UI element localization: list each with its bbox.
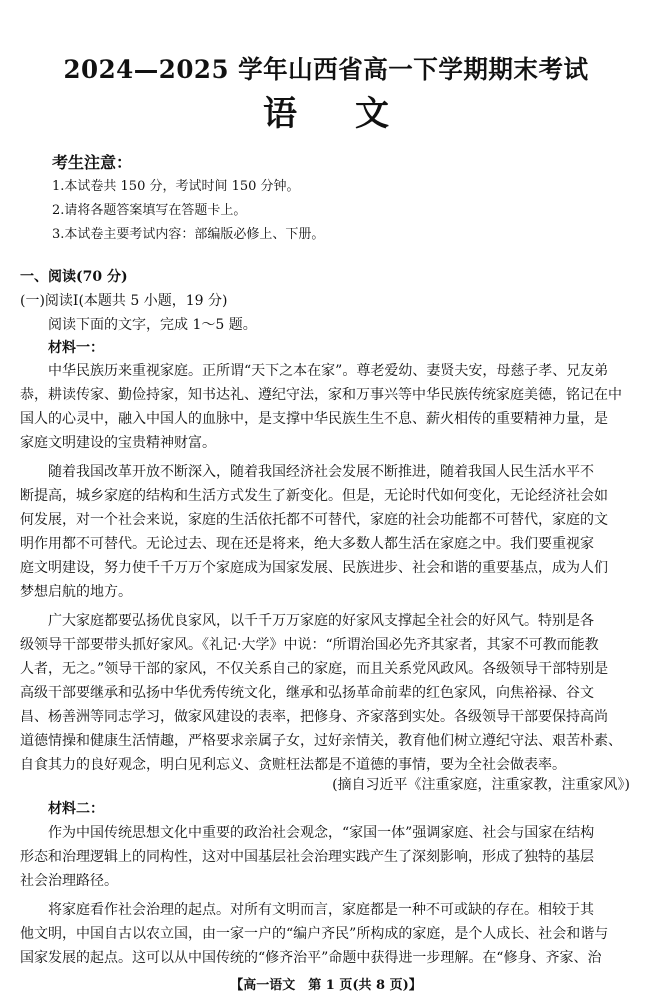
notice-item: 3.本试卷主要考试内容：部编版必修上、下册。 <box>52 227 325 242</box>
text-line: 庭文明建设，努力使千千万万个家庭成为国家发展、民族进步、社会和谐的重要基点，成为人们 <box>20 560 608 576</box>
notice-item: 2.请将各题答案填写在答题卡上。 <box>52 203 247 218</box>
text-line: 何发展，对一个社会来说，家庭的生活依托都不可替代，家庭的社会功能都不可替代，家庭的文 <box>20 512 608 528</box>
text-line: 社会治理路径。 <box>20 873 118 889</box>
text-line: 广大家庭都要弘扬优良家风，以千千万万家庭的好家风支撑起全社会的好风气。特别是各 <box>48 613 594 629</box>
part-title: (一)阅读Ⅰ(本题共 5 小题，19 分) <box>20 293 228 309</box>
subject-title: 语文 <box>263 94 447 134</box>
text-line: 高级干部要继承和弘扬中华优秀传统文化，继承和弘扬革命前辈的红色家风，向焦裕禄、谷文 <box>20 685 594 701</box>
instruction-text: 阅读下面的文字，完成 1～5 题。 <box>48 317 257 333</box>
text-line: 国家发展的起点。这可以从中国传统的“修齐治平”命题中获得进一步理解。在“修身、齐家、治 <box>20 950 602 966</box>
notice-item: 1.本试卷共 150 分，考试时间 150 分钟。 <box>52 179 300 194</box>
text-line: 作为中国传统思想文化中重要的政治社会观念，“家国一体”强调家庭、社会与国家在结构 <box>48 825 595 841</box>
text-line: 家庭文明建设的宝贵精神财富。 <box>20 435 216 451</box>
text-line: 道德情操和健康生活情趣，严格要求亲属子女，过好亲情关，教育他们树立遵纪守法、艰苦朴素、 <box>20 733 622 749</box>
section-title: 一、阅读(70 分) <box>20 269 128 285</box>
text-line: 中华民族历来重视家庭。正所谓“天下之本在家”。尊老爱幼、妻贤夫安，母慈子孝、兄友弟 <box>48 363 609 379</box>
text-line: 恭，耕读传家、勤俭持家，知书达礼、遵纪守法，家和万事兴等中华民族传统家庭美德，铭记在中 <box>20 387 622 403</box>
exam-title: 2024—2025 学年山西省高一下学期期末考试 <box>63 55 589 84</box>
text-line: 断提高，城乡家庭的结构和生活方式发生了新变化。但是，无论时代如何变化，无论经济社会如 <box>20 488 608 504</box>
page-footer: 【高一语文 第 1 页(共 8 页)】 <box>230 978 422 993</box>
text-line: 明作用都不可替代。无论过去、现在还是将来，绝大多数人都生活在家庭之中。我们要重视家 <box>20 536 594 552</box>
text-line: 国人的心灵中，融入中国人的血脉中，是支撑中华民族生生不息、薪火相传的重要精神力量，是 <box>20 411 608 427</box>
notice-heading: 考生注意： <box>52 153 133 172</box>
text-line: 自食其力的良好观念，明白见利忘义、贪赃枉法都是不道德的事情，要为全社会做表率。 <box>20 757 566 773</box>
text-line: 级领导干部要带头抓好家风。《礼记·大学》中说：“所谓治国必先齐其家者，其家不可教而能教 <box>20 637 599 653</box>
text-line: 形态和治理逻辑上的同构性，这对中国基层社会治理实践产生了深刻影响，形成了独特的基层 <box>20 849 594 865</box>
text-line: 梦想启航的地方。 <box>20 584 132 600</box>
text-line: 昌、杨善洲等同志学习，做家风建设的表率，把修身、齐家落到实处。各级领导干部要保持高尚 <box>20 709 608 725</box>
source-citation: (摘自习近平《注重家庭，注重家教，注重家风》) <box>332 777 630 793</box>
text-line: 他文明，中国自古以农立国，由一家一户的“编户齐民”所构成的家庭，是个人成长、社会和谐与 <box>20 926 609 942</box>
material-two-label: 材料二： <box>48 801 104 817</box>
text-line: 随着我国改革开放不断深入，随着我国经济社会发展不断推进，随着我国人民生活水平不 <box>48 464 594 480</box>
material-one-label: 材料一： <box>48 340 104 356</box>
text-line: 人者，无之。”领导干部的家风，不仅关系自己的家庭，而且关系党风政风。各级领导干部特别是 <box>20 661 609 677</box>
text-line: 将家庭看作社会治理的起点。对所有文明而言，家庭都是一种不可或缺的存在。相较于其 <box>48 902 594 918</box>
